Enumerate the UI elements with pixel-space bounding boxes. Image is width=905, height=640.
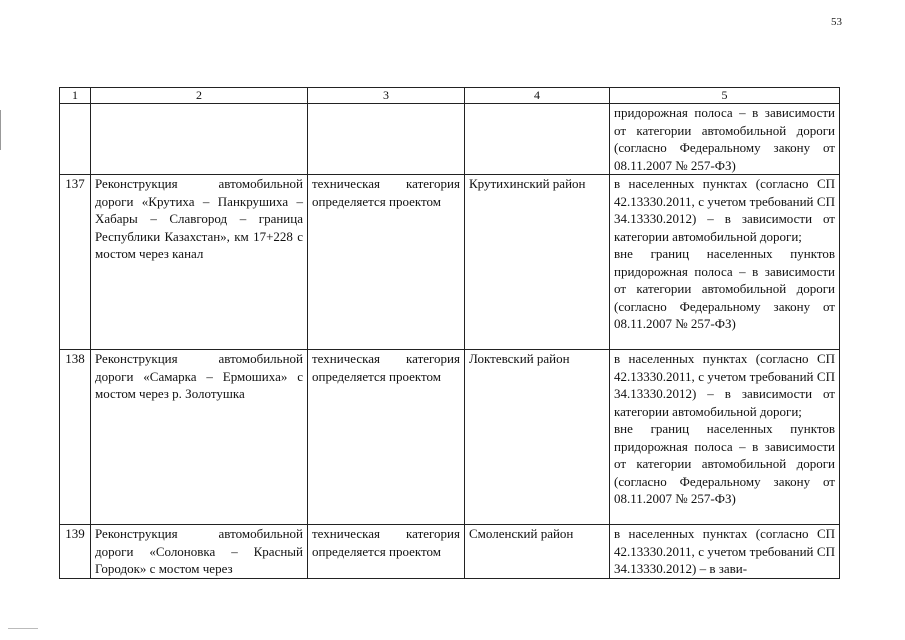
header-row [60, 88, 840, 104]
continuation-row [60, 104, 840, 175]
table-body [60, 104, 840, 579]
table-row [60, 175, 840, 350]
header-cell-4: 4 [465, 88, 610, 104]
road-reconstruction-table [59, 87, 840, 579]
protection-zone [610, 104, 840, 175]
protection-zone [610, 525, 840, 579]
protection-zone-paragraph: в населенных пунктах (согласно СП 42.13330.2011, с учетом требований СП 34.13330.2012) – в зави- [614, 526, 835, 576]
protection-zone-paragraph: вне границ населенных пунктов придорожная полоса – в зависимости от категории автомобильной дороги (согласно Федеральному закону от 08.11.2007 № 257-ФЗ) [614, 246, 835, 331]
technical-category: техническая категория определяется проектом [308, 350, 465, 525]
protection-zone-paragraph: в населенных пунктах (согласно СП 42.13330.2011, с учетом требований СП 34.13330.2012) – в зависимости от категории автомобильной дороги; [614, 351, 835, 419]
table-row [60, 350, 840, 525]
header-cell-1: 1 [60, 88, 91, 104]
district: Локтевский район [465, 350, 610, 525]
protection-zone [610, 175, 840, 350]
scan-edge-mark [0, 110, 1, 150]
page-number: 53 [831, 16, 842, 28]
row-number: 139 [60, 525, 91, 579]
technical-category [308, 104, 465, 175]
object-name [91, 104, 308, 175]
protection-zone-paragraph: в населенных пунктах (согласно СП 42.13330.2011, с учетом требований СП 34.13330.2012) – в зависимости от категории автомобильной дороги; [614, 176, 835, 244]
table-header [60, 88, 840, 104]
header-cell-2: 2 [91, 88, 308, 104]
row-number [60, 104, 91, 175]
district: Смоленский район [465, 525, 610, 579]
protection-zone-paragraph: вне границ населенных пунктов придорожная полоса – в зависимости от категории автомобильной дороги (согласно Федеральному закону от 08.11.2007 № 257-ФЗ) [614, 421, 835, 506]
scan-edge-mark [8, 628, 38, 629]
table-row [60, 525, 840, 579]
object-name: Реконструкция автомобильной дороги «Самарка – Ермошиха» с мостом через р. Золотушка [91, 350, 308, 525]
district [465, 104, 610, 175]
protection-zone-paragraph: придорожная полоса – в зависимости от категории автомобильной дороги (согласно Федеральному закону от 08.11.2007 № 257-ФЗ) [614, 105, 835, 173]
header-cell-5: 5 [610, 88, 840, 104]
object-name: Реконструкция автомобильной дороги «Солоновка – Красный Городок» с мостом через [91, 525, 308, 579]
row-number: 137 [60, 175, 91, 350]
header-cell-3: 3 [308, 88, 465, 104]
protection-zone [610, 350, 840, 525]
technical-category: техническая категория определяется проектом [308, 175, 465, 350]
row-number: 138 [60, 350, 91, 525]
technical-category: техническая категория определяется проектом [308, 525, 465, 579]
district: Крутихинский район [465, 175, 610, 350]
object-name: Реконструкция автомобильной дороги «Крутиха – Панкрушиха – Хабары – Славгород – граница Республики Казахстан», км 17+228 с мостом через канал [91, 175, 308, 350]
